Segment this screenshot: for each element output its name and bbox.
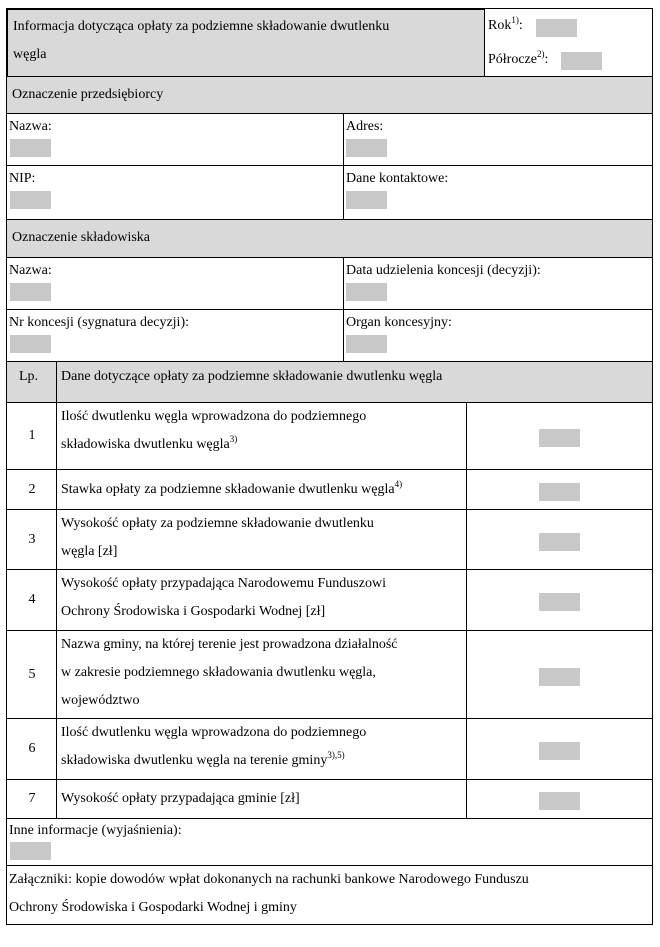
fee-row-1 xyxy=(7,402,652,470)
footnote-ref: 4) xyxy=(394,478,403,489)
entrepreneur-address-field[interactable] xyxy=(346,139,387,157)
concession-date-cell xyxy=(343,257,652,310)
fee-row-description-text: Nazwa gminy, na której terenie jest prowadzona działalność xyxy=(61,637,398,652)
entrepreneur-nip-field[interactable] xyxy=(10,191,51,209)
fee-row-description xyxy=(61,785,300,813)
fee-row-divider xyxy=(56,569,57,631)
entrepreneur-nip-cell xyxy=(7,165,344,220)
fee-row-number: 6 xyxy=(28,741,36,756)
fee-row-description-text: województwo xyxy=(61,693,140,708)
entrepreneur-contact-cell xyxy=(343,165,652,220)
fee-row-description-text: Ilość dwutlenku węgla wprowadzona do podziemnego xyxy=(61,409,367,424)
period-cell xyxy=(484,9,652,77)
storage-name-label: Nazwa: xyxy=(9,263,52,278)
fee-row-divider xyxy=(56,718,57,780)
fee-row-number: 7 xyxy=(28,791,36,806)
year-field[interactable] xyxy=(536,19,577,37)
entrepreneur-nip-label: NIP: xyxy=(9,171,36,186)
fee-row-number: 5 xyxy=(28,666,36,682)
half-year-field[interactable] xyxy=(561,52,602,70)
concession-date-field[interactable] xyxy=(346,283,387,301)
concession-authority-label: Organ koncesyjny: xyxy=(346,315,452,330)
fee-row-description-text: Wysokość opłaty przypadająca gminie [zł] xyxy=(61,791,300,806)
fee-row-description xyxy=(61,659,376,687)
entrepreneur-contact-field[interactable] xyxy=(346,191,387,209)
entrepreneur-name-cell xyxy=(7,113,344,166)
entrepreneur-address-label: Adres: xyxy=(346,119,384,134)
fee-row-description-text: składowiska dwutlenku węgla xyxy=(61,437,230,452)
other-info-cell xyxy=(7,818,652,866)
fee-row-value-field[interactable] xyxy=(539,483,580,501)
other-info-label: Inne informacje (wyjaśnienia): xyxy=(9,823,182,838)
attachments-line1: Załączniki: kopie dowodów wpłat dokonanych na rachunki bankowe Narodowego Funduszu xyxy=(9,872,529,887)
half-year-label: Półrocze$^{2)}$: xyxy=(488,49,549,67)
other-info-field[interactable] xyxy=(10,842,51,860)
fee-row-6 xyxy=(7,718,652,780)
fee-row-7 xyxy=(7,779,652,819)
fee-row-description xyxy=(61,510,374,538)
concession-number-cell xyxy=(7,309,344,362)
concession-authority-field[interactable] xyxy=(346,335,387,353)
fee-row-4 xyxy=(7,569,652,631)
fee-row-number: 1 xyxy=(28,428,36,443)
attachments-line2: Ochrony Środowiska i Gospodarki Wodnej i gminy xyxy=(9,900,297,915)
entrepreneur-section-header xyxy=(7,76,652,114)
fee-row-description-text: Stawka opłaty za podziemne składowanie dwutlenku węgla xyxy=(61,481,395,497)
storage-name-field[interactable] xyxy=(10,283,51,301)
fee-row-divider xyxy=(466,718,467,780)
fee-row-2 xyxy=(7,469,652,510)
fee-row-divider xyxy=(56,630,57,719)
fee-row-divider xyxy=(466,779,467,819)
fee-row-divider xyxy=(466,630,467,719)
fee-data-header: Dane dotyczące opłaty za podziemne składowanie dwutlenku węgla xyxy=(61,369,443,384)
fee-row-divider xyxy=(56,402,57,470)
fee-row-description-text: w zakresie podziemnego składowania dwutlenku węgla, xyxy=(61,665,376,680)
entrepreneur-address-cell xyxy=(343,113,652,166)
fee-row-description xyxy=(61,747,345,775)
fee-row-description-text: Wysokość opłaty przypadająca Narodowemu Funduszowi xyxy=(61,576,386,591)
fee-row-divider xyxy=(56,779,57,819)
fee-row-description-text: węgla [zł] xyxy=(61,544,118,559)
fee-row-description xyxy=(61,719,366,747)
fee-row-description xyxy=(61,431,237,459)
fee-row-divider xyxy=(466,469,467,510)
fee-row-description xyxy=(61,570,386,598)
fee-row-value-field[interactable] xyxy=(539,792,580,810)
fee-row-description xyxy=(61,687,140,715)
entrepreneur-name-label: Nazwa: xyxy=(9,119,52,134)
fee-row-divider xyxy=(466,402,467,470)
fee-row-value-field[interactable] xyxy=(539,668,580,686)
fee-row-description xyxy=(61,403,366,431)
year-label: Rok$^{1)}$: xyxy=(488,15,523,33)
entrepreneur-contact-label: Dane kontaktowe: xyxy=(346,171,449,186)
fee-row-value-field[interactable] xyxy=(539,429,580,447)
fee-row-description-text: składowiska dwutlenku węgla na terenie gminy xyxy=(61,753,328,768)
form-title-line1: Informacja dotycząca opłaty za podziemne składowanie dwutlenku xyxy=(13,19,390,34)
footnote-ref: 3),5) xyxy=(327,750,345,760)
fee-row-description xyxy=(61,476,402,504)
lp-header: Lp. xyxy=(19,369,39,384)
form xyxy=(6,8,653,925)
fee-row-number: 2 xyxy=(28,481,36,497)
entrepreneur-section-title: Oznaczenie przedsiębiorcy xyxy=(12,87,164,102)
footnote-ref: 3) xyxy=(229,434,238,444)
fee-row-3 xyxy=(7,509,652,570)
storage-name-cell xyxy=(7,257,344,310)
fee-row-description xyxy=(61,631,398,659)
fee-row-value-field[interactable] xyxy=(539,593,580,611)
fee-row-description-text: Ilość dwutlenku węgla wprowadzona do podziemnego xyxy=(61,725,367,740)
fee-row-number: 4 xyxy=(28,592,36,607)
fee-header-divider xyxy=(56,361,57,403)
fee-row-number: 3 xyxy=(28,531,36,547)
fee-row-5 xyxy=(7,630,652,719)
attachments-cell xyxy=(7,865,652,924)
concession-number-field[interactable] xyxy=(10,335,51,353)
concession-date-label: Data udzielenia koncesji (decyzji): xyxy=(346,263,541,278)
fee-row-description-text: Ochrony Środowiska i Gospodarki Wodnej [zł] xyxy=(61,604,326,619)
fee-row-divider xyxy=(466,509,467,570)
fee-row-divider xyxy=(56,509,57,570)
fee-row-value-field[interactable] xyxy=(539,533,580,551)
fee-row-description-text: Wysokość opłaty za podziemne składowanie dwutlenku xyxy=(61,516,374,531)
form-title-cell xyxy=(7,9,485,77)
fee-row-value-field[interactable] xyxy=(539,742,580,760)
fee-row-description xyxy=(61,598,325,626)
fee-row-divider xyxy=(56,469,57,510)
fee-table-header xyxy=(7,361,652,403)
fee-row-divider xyxy=(466,569,467,631)
storage-section-header xyxy=(7,219,652,258)
storage-section-title: Oznaczenie składowiska xyxy=(12,230,150,245)
concession-authority-cell xyxy=(343,309,652,362)
fee-row-description xyxy=(61,538,117,566)
concession-number-label: Nr koncesji (sygnatura decyzji): xyxy=(9,315,189,330)
form-title-line2: węgla xyxy=(13,47,47,62)
entrepreneur-name-field[interactable] xyxy=(10,139,51,157)
